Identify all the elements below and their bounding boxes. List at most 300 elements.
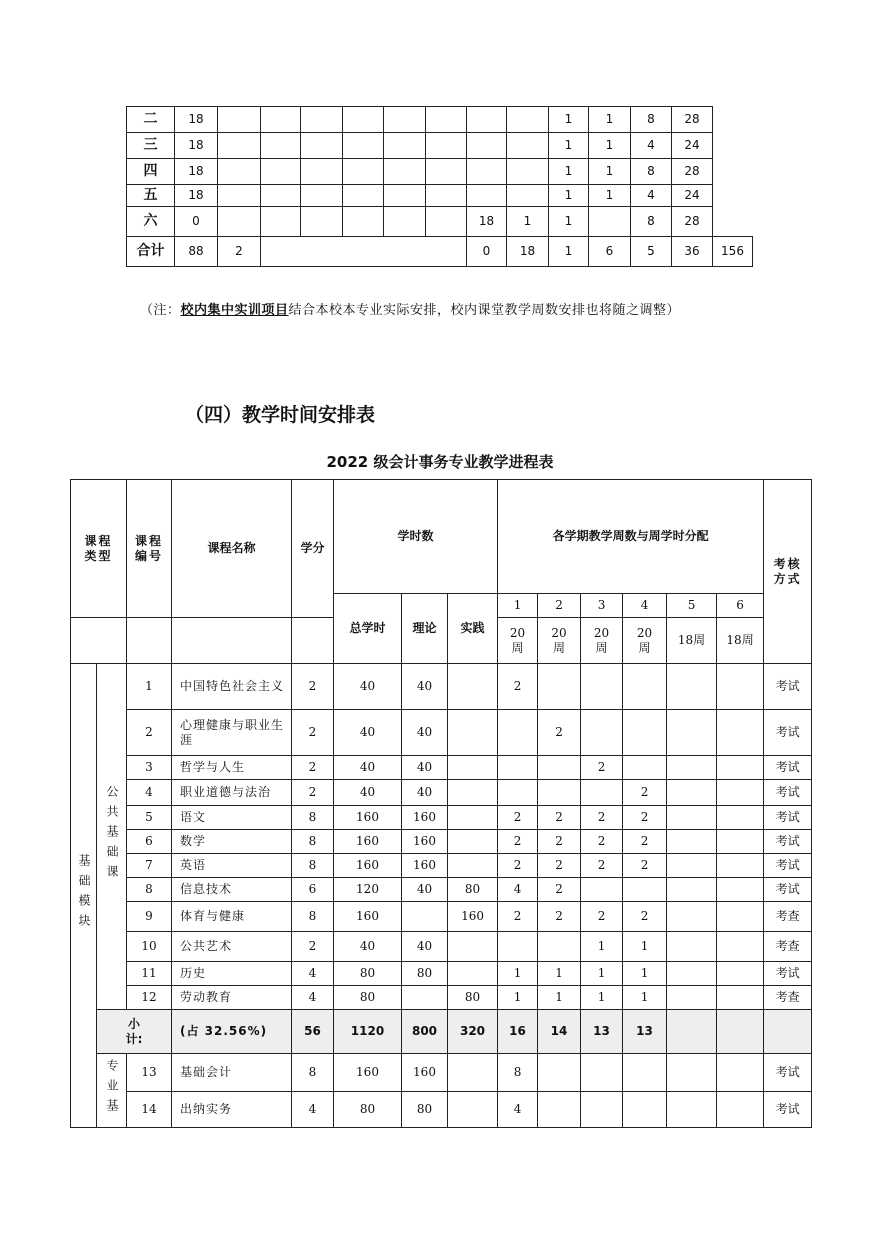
course-name: 语文	[172, 806, 292, 830]
course-t6	[717, 1054, 764, 1092]
subcategory-professional-label: 专业基	[105, 1058, 119, 1119]
semester-row	[127, 107, 753, 133]
cell: 1	[589, 159, 631, 185]
cell: 8	[631, 107, 672, 133]
cell	[467, 133, 507, 159]
cell: 1	[549, 133, 589, 159]
course-practice	[448, 664, 498, 710]
course-practice: 160	[448, 902, 498, 932]
course-theory: 40	[402, 710, 448, 756]
course-credits: 2	[292, 932, 334, 962]
course-t4: 2	[623, 854, 667, 878]
course-name: 信息技术	[172, 878, 292, 902]
cell: 1	[507, 207, 549, 237]
cell	[301, 207, 343, 237]
course-t4	[623, 1092, 667, 1128]
course-name: 中国特色社会主义	[172, 664, 292, 710]
course-name: 历史	[172, 962, 292, 986]
cell	[426, 133, 467, 159]
subtotal-label	[97, 1010, 172, 1054]
course-credits: 2	[292, 664, 334, 710]
cell: 88	[175, 237, 218, 267]
course-t4: 2	[623, 830, 667, 854]
cell	[507, 107, 549, 133]
cell: 1	[549, 185, 589, 207]
course-practice	[448, 1054, 498, 1092]
term-1: 1	[498, 594, 538, 618]
course-name: 公共艺术	[172, 932, 292, 962]
cell	[301, 107, 343, 133]
subtotal-t2: 14	[538, 1010, 581, 1054]
weeks-4: 20周	[623, 618, 667, 664]
header-name-spacer	[172, 618, 292, 664]
cell: 28	[672, 107, 713, 133]
term-label: 四	[127, 159, 175, 185]
course-exam: 考查	[764, 902, 812, 932]
course-t6	[717, 932, 764, 962]
subtotal-t5	[667, 1010, 717, 1054]
course-credits: 8	[292, 830, 334, 854]
term-label: 三	[127, 133, 175, 159]
subtotal-t6	[717, 1010, 764, 1054]
subcategory-public-label: 公共基础课	[105, 784, 119, 885]
course-code: 13	[127, 1054, 172, 1092]
course-row	[71, 830, 812, 854]
course-t2	[538, 664, 581, 710]
course-t4	[623, 756, 667, 780]
cell	[467, 159, 507, 185]
course-t2: 1	[538, 986, 581, 1010]
cell: 18	[175, 107, 218, 133]
course-t5	[667, 854, 717, 878]
course-t3: 2	[581, 806, 623, 830]
subtotal-credits: 56	[292, 1010, 334, 1054]
course-practice	[448, 962, 498, 986]
cell	[467, 107, 507, 133]
course-t3	[581, 878, 623, 902]
course-t5	[667, 756, 717, 780]
course-t5	[667, 806, 717, 830]
term-label: 二	[127, 107, 175, 133]
subtotal-t1: 16	[498, 1010, 538, 1054]
course-t6	[717, 710, 764, 756]
course-total: 80	[334, 986, 402, 1010]
course-t4	[623, 710, 667, 756]
course-t1: 2	[498, 854, 538, 878]
course-t5	[667, 1092, 717, 1128]
cell	[384, 185, 426, 207]
course-row	[71, 962, 812, 986]
course-t6	[717, 902, 764, 932]
course-total: 160	[334, 854, 402, 878]
cell	[218, 159, 261, 185]
cell: 1	[549, 159, 589, 185]
course-exam: 考试	[764, 806, 812, 830]
course-code: 2	[127, 710, 172, 756]
cell: 5	[631, 237, 672, 267]
cell: 1	[589, 133, 631, 159]
course-theory: 160	[402, 830, 448, 854]
header-credits-spacer	[292, 618, 334, 664]
course-t4	[623, 878, 667, 902]
note-prefix: （注：	[140, 303, 181, 318]
course-practice: 80	[448, 878, 498, 902]
course-t3: 2	[581, 830, 623, 854]
cell	[426, 107, 467, 133]
course-t5	[667, 902, 717, 932]
course-exam: 考查	[764, 986, 812, 1010]
cell	[261, 185, 301, 207]
course-practice	[448, 1092, 498, 1128]
course-theory: 40	[402, 780, 448, 806]
course-t5	[667, 710, 717, 756]
course-exam: 考试	[764, 1092, 812, 1128]
total-label: 合计	[127, 237, 175, 267]
course-theory: 40	[402, 932, 448, 962]
course-t3: 2	[581, 854, 623, 878]
cell: 18	[175, 185, 218, 207]
course-credits: 6	[292, 878, 334, 902]
subtotal-theory: 800	[402, 1010, 448, 1054]
course-t2	[538, 932, 581, 962]
course-name: 职业道德与法治	[172, 780, 292, 806]
course-t4: 1	[623, 962, 667, 986]
cell: 6	[589, 237, 631, 267]
course-t5	[667, 830, 717, 854]
course-code: 8	[127, 878, 172, 902]
note-emphasis: 校内集中实训项目	[180, 303, 289, 318]
cell	[218, 207, 261, 237]
course-t2: 2	[538, 902, 581, 932]
cell	[426, 207, 467, 237]
course-total: 40	[334, 710, 402, 756]
course-t2: 2	[538, 710, 581, 756]
course-t2	[538, 780, 581, 806]
cell	[384, 159, 426, 185]
course-t1	[498, 932, 538, 962]
course-t4	[623, 664, 667, 710]
teaching-schedule-table	[70, 479, 812, 1128]
course-name: 体育与健康	[172, 902, 292, 932]
subcategory-public	[97, 664, 127, 1010]
course-code: 4	[127, 780, 172, 806]
course-t1: 4	[498, 878, 538, 902]
course-name: 心理健康与职业生涯	[172, 710, 292, 756]
course-total: 160	[334, 806, 402, 830]
semester-row	[127, 207, 753, 237]
table-note	[140, 299, 840, 318]
term-6: 6	[717, 594, 764, 618]
cell	[261, 237, 467, 267]
course-t1: 2	[498, 664, 538, 710]
cell	[218, 185, 261, 207]
cell	[343, 133, 384, 159]
course-t3: 2	[581, 902, 623, 932]
course-row	[71, 932, 812, 962]
cell: 24	[672, 133, 713, 159]
course-credits: 4	[292, 986, 334, 1010]
header-hours: 学时数	[334, 480, 498, 594]
cell: 18	[507, 237, 549, 267]
course-total: 40	[334, 780, 402, 806]
cell	[467, 185, 507, 207]
course-credits: 4	[292, 962, 334, 986]
course-credits: 8	[292, 854, 334, 878]
course-practice	[448, 710, 498, 756]
course-t1	[498, 710, 538, 756]
weeks-2: 20周	[538, 618, 581, 664]
course-exam: 考试	[764, 962, 812, 986]
cell	[261, 107, 301, 133]
course-t1	[498, 756, 538, 780]
course-t1: 2	[498, 830, 538, 854]
cell: 2	[218, 237, 261, 267]
header-code-spacer	[127, 618, 172, 664]
course-theory: 80	[402, 962, 448, 986]
cell: 24	[672, 185, 713, 207]
course-name: 出纳实务	[172, 1092, 292, 1128]
cell: 36	[672, 237, 713, 267]
course-name: 基础会计	[172, 1054, 292, 1092]
weeks-5: 18周	[667, 618, 717, 664]
cell: 28	[672, 207, 713, 237]
cell	[261, 159, 301, 185]
course-total: 160	[334, 902, 402, 932]
course-theory: 40	[402, 756, 448, 780]
course-total: 40	[334, 756, 402, 780]
cell	[426, 159, 467, 185]
course-theory: 80	[402, 1092, 448, 1128]
course-t6	[717, 780, 764, 806]
course-code: 6	[127, 830, 172, 854]
cell	[384, 133, 426, 159]
subtotal-total: 1120	[334, 1010, 402, 1054]
term-label: 五	[127, 185, 175, 207]
course-total: 120	[334, 878, 402, 902]
course-exam: 考试	[764, 878, 812, 902]
cell	[426, 185, 467, 207]
course-practice	[448, 780, 498, 806]
course-total: 40	[334, 664, 402, 710]
header-name: 课程名称	[172, 480, 292, 618]
cell: 8	[631, 207, 672, 237]
header-practice: 实践	[448, 594, 498, 664]
header-total-hours: 总学时	[334, 594, 402, 664]
course-theory	[402, 902, 448, 932]
course-t6	[717, 1092, 764, 1128]
course-total: 160	[334, 1054, 402, 1092]
term-3: 3	[581, 594, 623, 618]
course-theory: 40	[402, 878, 448, 902]
course-total: 80	[334, 1092, 402, 1128]
term-5: 5	[667, 594, 717, 618]
course-t1: 1	[498, 986, 538, 1010]
course-code: 12	[127, 986, 172, 1010]
course-row	[71, 1054, 812, 1092]
course-practice: 80	[448, 986, 498, 1010]
header-distribution: 各学期教学周数与周学时分配	[498, 480, 764, 594]
course-name: 数学	[172, 830, 292, 854]
course-t2: 2	[538, 878, 581, 902]
course-t3	[581, 664, 623, 710]
course-total: 40	[334, 932, 402, 962]
header-credits: 学分	[292, 480, 334, 618]
course-t1: 1	[498, 962, 538, 986]
course-t6	[717, 878, 764, 902]
subcategory-professional	[97, 1054, 127, 1128]
course-row	[71, 664, 812, 710]
semester-row	[127, 185, 753, 207]
cell	[218, 107, 261, 133]
course-t3: 1	[581, 962, 623, 986]
course-total: 80	[334, 962, 402, 986]
term-4: 4	[623, 594, 667, 618]
course-t2	[538, 1054, 581, 1092]
cell: 4	[631, 133, 672, 159]
course-t2: 2	[538, 854, 581, 878]
course-t2: 2	[538, 806, 581, 830]
weeks-3: 20周	[581, 618, 623, 664]
course-credits: 8	[292, 902, 334, 932]
course-exam: 考试	[764, 780, 812, 806]
course-credits: 4	[292, 1092, 334, 1128]
course-t4: 1	[623, 932, 667, 962]
cell: 1	[549, 207, 589, 237]
course-t5	[667, 664, 717, 710]
category-parent	[71, 664, 97, 1128]
course-t1	[498, 780, 538, 806]
course-t6	[717, 962, 764, 986]
cell	[301, 159, 343, 185]
cell	[507, 185, 549, 207]
total-row	[127, 237, 753, 267]
course-t4: 2	[623, 806, 667, 830]
course-row	[71, 1092, 812, 1128]
course-t3: 2	[581, 756, 623, 780]
subtotal-t4: 13	[623, 1010, 667, 1054]
course-code: 7	[127, 854, 172, 878]
cell	[384, 207, 426, 237]
course-name: 劳动教育	[172, 986, 292, 1010]
course-practice	[448, 830, 498, 854]
course-t3: 1	[581, 932, 623, 962]
course-t3	[581, 780, 623, 806]
cell: 18	[175, 133, 218, 159]
table-title: 2022 级会计事务专业教学进程表	[326, 453, 554, 471]
subtotal-exam	[764, 1010, 812, 1054]
cell	[589, 207, 631, 237]
course-total: 160	[334, 830, 402, 854]
cell: 28	[672, 159, 713, 185]
header-category-spacer	[71, 618, 127, 664]
course-theory: 160	[402, 1054, 448, 1092]
cell	[343, 159, 384, 185]
section-heading: （四）教学时间安排表	[185, 404, 376, 426]
course-code: 5	[127, 806, 172, 830]
cell: 8	[631, 159, 672, 185]
course-t1: 4	[498, 1092, 538, 1128]
course-exam: 考试	[764, 756, 812, 780]
cell	[343, 107, 384, 133]
course-code: 9	[127, 902, 172, 932]
header-code: 课程编号	[127, 480, 172, 618]
category-parent-label: 基础模块	[77, 853, 91, 934]
course-code: 3	[127, 756, 172, 780]
subtotal-practice: 320	[448, 1010, 498, 1054]
course-name: 哲学与人生	[172, 756, 292, 780]
course-t6	[717, 830, 764, 854]
course-row	[71, 878, 812, 902]
cell: 156	[713, 237, 753, 267]
course-t6	[717, 806, 764, 830]
course-t5	[667, 986, 717, 1010]
term-2: 2	[538, 594, 581, 618]
header-theory: 理论	[402, 594, 448, 664]
course-t2	[538, 1092, 581, 1128]
term-label: 六	[127, 207, 175, 237]
course-code: 1	[127, 664, 172, 710]
course-practice	[448, 806, 498, 830]
course-exam: 考试	[764, 664, 812, 710]
course-row	[71, 902, 812, 932]
header-category: 课程类型	[71, 480, 127, 618]
course-t5	[667, 932, 717, 962]
course-t3	[581, 1092, 623, 1128]
course-practice	[448, 854, 498, 878]
cell	[507, 133, 549, 159]
course-t1: 8	[498, 1054, 538, 1092]
course-t2	[538, 756, 581, 780]
course-t4: 1	[623, 986, 667, 1010]
subtotal-pct: (占 32.56%)	[172, 1010, 292, 1054]
course-t3	[581, 710, 623, 756]
subtotal-row	[71, 1010, 812, 1054]
course-t6	[717, 854, 764, 878]
cell: 4	[631, 185, 672, 207]
course-t5	[667, 780, 717, 806]
course-t5	[667, 1054, 717, 1092]
course-credits: 8	[292, 806, 334, 830]
semester-row	[127, 133, 753, 159]
cell: 0	[175, 207, 218, 237]
cell	[218, 133, 261, 159]
course-t6	[717, 986, 764, 1010]
cell: 1	[589, 107, 631, 133]
course-exam: 考试	[764, 1054, 812, 1092]
cell	[384, 107, 426, 133]
course-row	[71, 806, 812, 830]
cell	[301, 133, 343, 159]
course-t4: 2	[623, 780, 667, 806]
course-row	[71, 986, 812, 1010]
course-theory: 160	[402, 854, 448, 878]
cell: 1	[589, 185, 631, 207]
cell	[343, 185, 384, 207]
header-exam: 考核方式	[764, 480, 812, 664]
course-row	[71, 710, 812, 756]
note-suffix: 结合本校本专业实际安排，校内课堂教学周数安排也将随之调整）	[288, 303, 681, 318]
course-code: 11	[127, 962, 172, 986]
course-credits: 8	[292, 1054, 334, 1092]
course-exam: 考试	[764, 830, 812, 854]
course-t5	[667, 962, 717, 986]
cell	[261, 207, 301, 237]
cell: 18	[175, 159, 218, 185]
course-theory	[402, 986, 448, 1010]
course-t5	[667, 878, 717, 902]
course-exam: 考试	[764, 854, 812, 878]
course-t3	[581, 1054, 623, 1092]
